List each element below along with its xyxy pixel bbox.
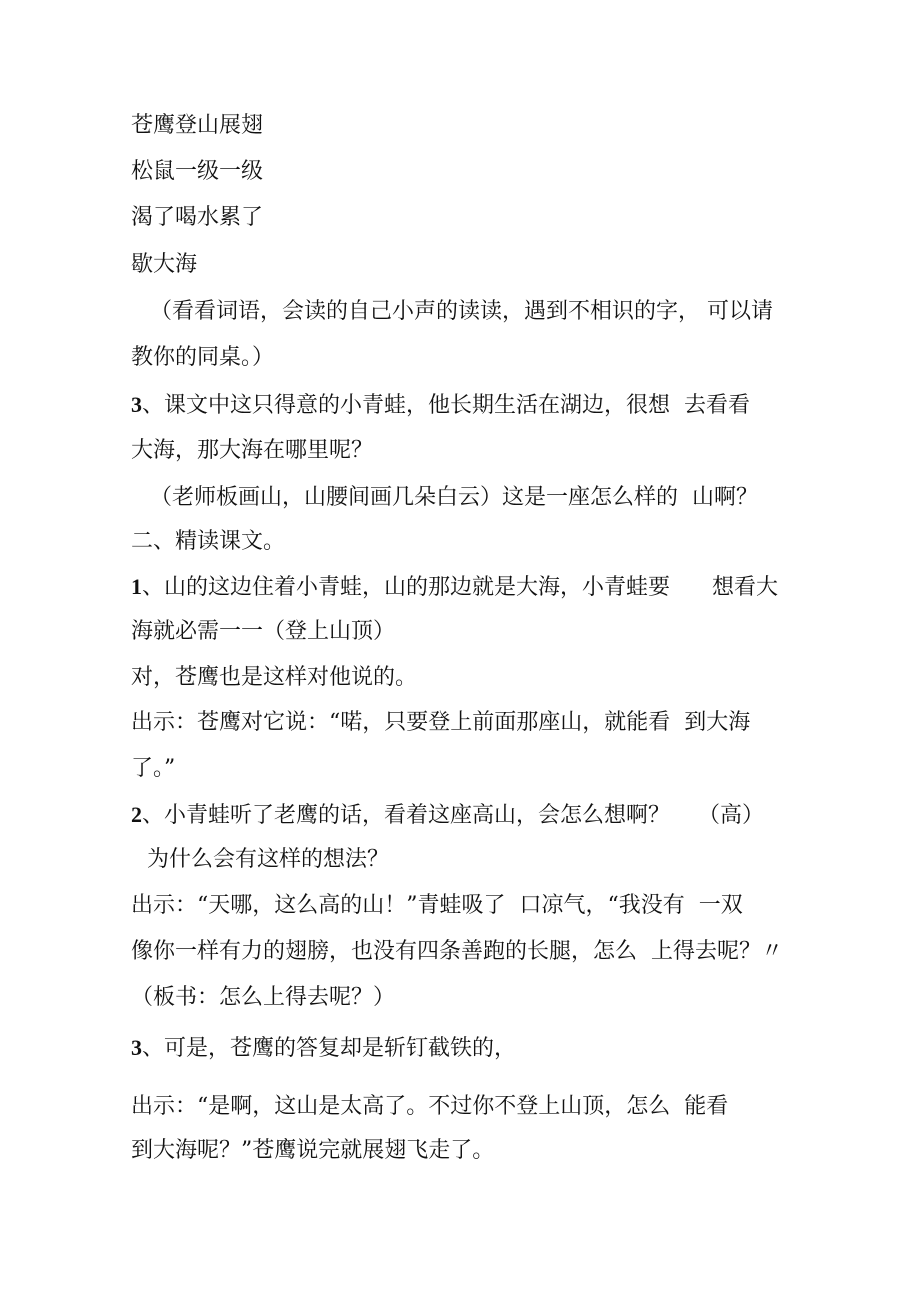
item-number: 3	[131, 1035, 142, 1060]
text-line: 海就必需一一（登上山顶）	[131, 619, 396, 644]
item-number: 1	[131, 574, 142, 599]
text-line: 歇大海	[131, 252, 198, 277]
text-line: 2、小青蛙听了老鹰的话，看着这座高山，会怎么想啊？ （高）	[131, 802, 764, 828]
text-line: （老师板画山，山腰间画几朵白云）这是一座怎么样的 山啊？	[150, 485, 758, 510]
item-number: 3	[131, 392, 142, 417]
text-line: 二、精读课文。	[131, 529, 286, 554]
item-number: 2	[131, 802, 142, 827]
text-line: 大海，那大海在哪里呢？	[131, 438, 374, 463]
text-line: 了。”	[131, 756, 176, 781]
text-line: 教你的同桌。）	[131, 345, 275, 370]
text-line: 到大海呢？”苍鹰说完就展翅飞走了。	[131, 1138, 495, 1163]
text-line: 像你一样有力的翅膀，也没有四条善跑的长腿，怎么 上得去呢？〃	[131, 939, 783, 964]
text-line: 出示：“是啊，这山是太高了。不过你不登上山顶，怎么 能看	[131, 1094, 729, 1119]
text-line: 为什么会有这样的想法？	[147, 847, 390, 872]
text-line: （板书：怎么上得去呢？）	[131, 985, 396, 1010]
text-line: 渴了喝水累了	[131, 205, 264, 230]
text-line: 对，苍鹰也是这样对他说的。	[131, 665, 418, 690]
text-line: 1、山的这边住着小青蛙，山的那边就是大海，小青蛙要 想看大	[131, 574, 778, 600]
text-line: 松鼠一级一级	[131, 159, 264, 184]
text-line: 出示：“天哪，这么高的山！”青蛙吸了 口凉气，“我没有 一双	[131, 893, 743, 918]
text-line: 苍鹰登山展翅	[131, 113, 264, 138]
text-line: 3、课文中这只得意的小青蛙，他长期生活在湖边，很想 去看看	[131, 392, 750, 418]
text-line: 出示：苍鹰对它说：“喏，只要登上前面那座山，就能看 到大海	[131, 710, 751, 735]
text-line: （看看词语，会读的自己小声的读读，遇到不相识的字， 可以请	[150, 299, 773, 324]
text-line: 3、可是，苍鹰的答复却是斩钉截铁的，	[131, 1035, 517, 1061]
